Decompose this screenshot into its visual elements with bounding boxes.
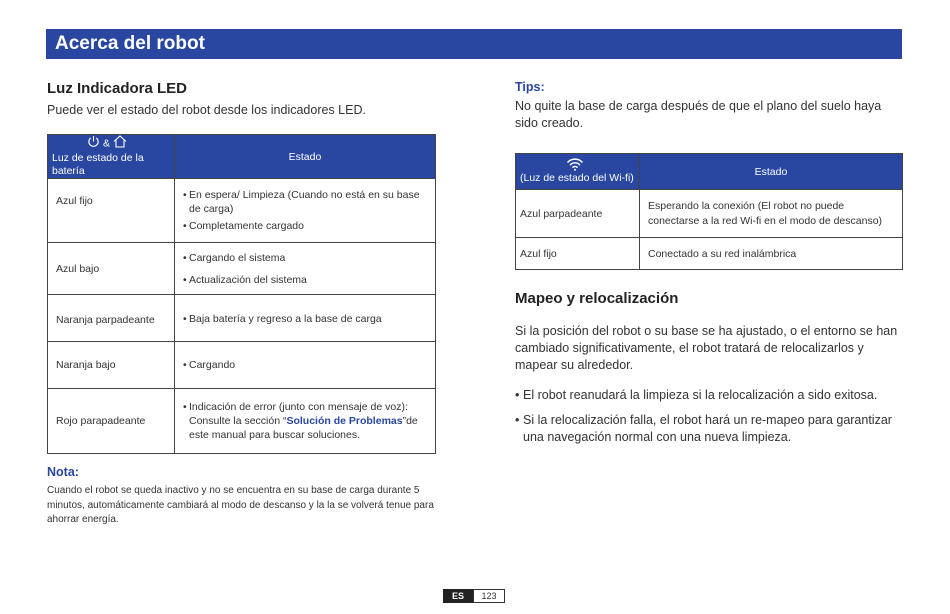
table-row — [48, 243, 436, 295]
header-amp: & — [102, 137, 110, 150]
led-heading: Luz Indicadora LED — [47, 80, 188, 97]
language-badge: ES — [443, 589, 473, 603]
state-cell: • Baja batería y regreso a la base de carga — [175, 295, 436, 342]
wifi-header-cell — [516, 154, 640, 190]
table-row — [516, 238, 903, 270]
light-cell: Azul fijo — [48, 179, 175, 243]
header-battery-label: Luz de estado de la batería — [52, 152, 144, 177]
note-text: Cuando el robot se queda inactivo y no se encuentra en su base de carga durante 5 minutos, automáticamente cambiará al modo de descanso y la la se volverá tenue para ahorrar energía. — [47, 485, 434, 525]
state-cell: • Cargando — [175, 342, 436, 389]
led-intro: Puede ver el estado del robot desde los indicadores LED. — [47, 103, 366, 117]
table-row — [48, 389, 436, 454]
state-text: Completamente cargado — [189, 220, 304, 232]
state-text: Cargando el sistema — [189, 251, 286, 264]
power-icon — [87, 135, 100, 152]
table-row — [48, 295, 436, 342]
battery-led-table — [47, 134, 436, 454]
page-footer — [443, 589, 505, 603]
light-cell: Naranja bajo — [48, 342, 175, 389]
table-row — [516, 190, 903, 238]
light-cell: Azul fijo — [516, 238, 640, 270]
mapping-paragraph: Si la posición del robot o su base se ha ajustado, o el entorno se han cambiado significativamente, el robot tratará de relocalizarlos y mapear su alrededor. — [515, 324, 898, 372]
bullet-text: Si la relocalización falla, el robot hará un re-mapeo para garantizar una navegación normal con una nueva limpieza. — [523, 413, 892, 444]
state-text: En espera/ Limpieza (Cuando no está en su base de carga) — [189, 189, 420, 215]
light-cell: Azul parpadeante — [516, 190, 640, 238]
state-cell: • En espera/ Limpieza (Cuando no está en su base de carga) • Completamente cargado — [175, 179, 436, 243]
header-wifi-label: (Luz de estado del Wi-fi) — [520, 172, 634, 184]
table-row — [48, 342, 436, 389]
list-item: • El robot reanudará la limpieza si la relocalización a sido exitosa. — [515, 388, 878, 402]
bullet-text: El robot reanudará la limpieza si la relocalización a sido exitosa. — [523, 388, 878, 402]
state-cell: • Indicación de error (junto con mensaje de voz): Consulte la sección “Solución de Problemas”de este manual para buscar soluciones. — [175, 389, 436, 454]
tips-label: Tips: — [515, 80, 545, 94]
state-cell: Conectado a su red inalámbrica — [640, 238, 903, 270]
state-cell: Esperando la conexión (El robot no puede conectarse a la red Wi-fi en el modo de descanso) — [640, 190, 903, 238]
state-text: Cargando — [189, 359, 236, 371]
note-label: Nota: — [47, 465, 79, 479]
page-number: 123 — [473, 589, 505, 603]
tips-text: No quite la base de carga después de que el plano del suelo haya sido creado. — [515, 99, 882, 130]
light-cell: Azul bajo — [48, 243, 175, 295]
wifi-led-table — [515, 153, 903, 270]
mapping-heading: Mapeo y relocalización — [515, 290, 679, 307]
light-cell: Naranja parpadeante — [48, 295, 175, 342]
battery-header-cell — [48, 135, 175, 179]
light-cell: Rojo parapadeante — [48, 389, 175, 454]
error-text: Indicación de error (junto con mensaje de voz): Consulte la sección “ — [189, 401, 408, 427]
state-cell: • Cargando el sistema • Actualización del sistema — [175, 243, 436, 295]
error-text-end: ”de este manual para buscar soluciones. — [189, 415, 418, 441]
header-estado: Estado — [640, 154, 903, 190]
troubleshooting-link: Solución de Problemas — [286, 415, 403, 427]
page-title: Acerca del robot — [46, 29, 902, 59]
state-text: Actualización del sistema — [189, 273, 307, 286]
table-row — [48, 179, 436, 243]
list-item: • Si la relocalización falla, el robot hará un re-mapeo para garantizar una navegación normal con una nueva limpieza. — [515, 412, 905, 446]
header-estado: Estado — [175, 135, 436, 179]
home-icon — [113, 135, 127, 152]
mapping-bullets — [515, 387, 905, 454]
state-text: Baja batería y regreso a la base de carga — [189, 313, 382, 325]
